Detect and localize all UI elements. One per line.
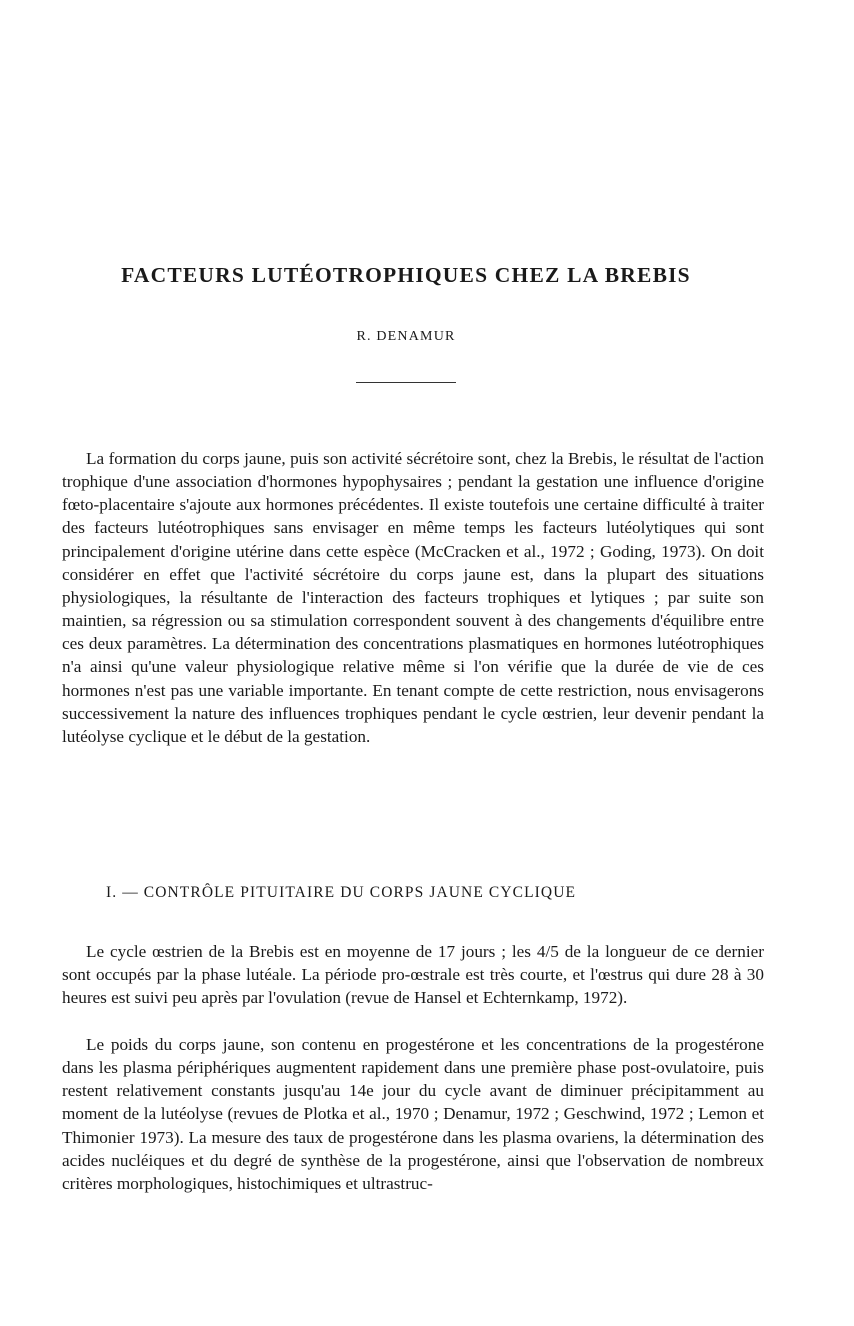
section-paragraph-2: Le poids du corps jaune, son contenu en progestérone et les concentrations de la progestérone dans les plasma périphériques augmentent rapidement dans une première phase post-ovulatoire, puis restent relativement constants jusqu'au 14e jour du cycle avant de diminuer précipitamment au moment de la lutéolyse (revues de Plotka et al., 1970 ; Denamur, 1972 ; Geschwind, 1972 ; Lemon et Thimonier 1973). La mesure des taux de progestérone dans les plasma ovariens, la détermination des acides nucléiques et du degré de synthèse de la progestérone, ainsi que l'observation de nombreux critères morphologiques, histochimiques et ultrastruc- bbox=[62, 1035, 764, 1193]
section-paragraph-1: Le cycle œstrien de la Brebis est en moyenne de 17 jours ; les 4/5 de la longueur de ce dernier sont occupés par la phase lutéale. La période pro-œstrale est très courte, et l'œstrus qui dure 28 à 30 heures est suivi peu après par l'ovulation (revue de Hansel et Echternkamp, 1972). bbox=[62, 942, 764, 1008]
article-title: FACTEURS LUTÉOTROPHIQUES CHEZ LA BREBIS bbox=[121, 263, 691, 287]
title-divider bbox=[356, 382, 456, 383]
intro-paragraph: La formation du corps jaune, puis son activité sécrétoire sont, chez la Brebis, le résultat de l'action trophique d'une association d'hormones hypophysaires ; pendant la gestation une influence d'origine fœto-placentaire s'ajoute aux hormones précédentes. Il existe toutefois une certaine difficulté à traiter des facteurs lutéotrophiques sans envisager en même temps les facteurs lutéolytiques qui sont principalement d'origine utérine dans cette espèce (McCracken et al., 1972 ; Goding, 1973). On doit considérer en effet que l'activité sécrétoire du corps jaune est, dans la plupart des situations physiologiques, la résultante de l'interaction des facteurs trophiques et lytiques ; par suite son maintien, sa régression ou sa stimulation correspondent souvent à des changements d'équilibre entre ces deux paramètres. La détermination des concentrations plasmatiques en hormones lutéotrophiques n'a ainsi qu'une valeur physiologique relative même si l'on vérifie que la durée de vie de ces hormones n'est pas une variable importante. En tenant compte de cette restriction, nous envisagerons successivement la nature des influences trophiques pendant le cycle œstrien, leur devenir pendant la lutéolyse cyclique et le début de la gestation. bbox=[62, 449, 764, 746]
section-heading: I. — CONTRÔLE PITUITAIRE DU CORPS JAUNE CYCLIQUE bbox=[106, 884, 577, 901]
article-author: R. DENAMUR bbox=[356, 329, 456, 344]
